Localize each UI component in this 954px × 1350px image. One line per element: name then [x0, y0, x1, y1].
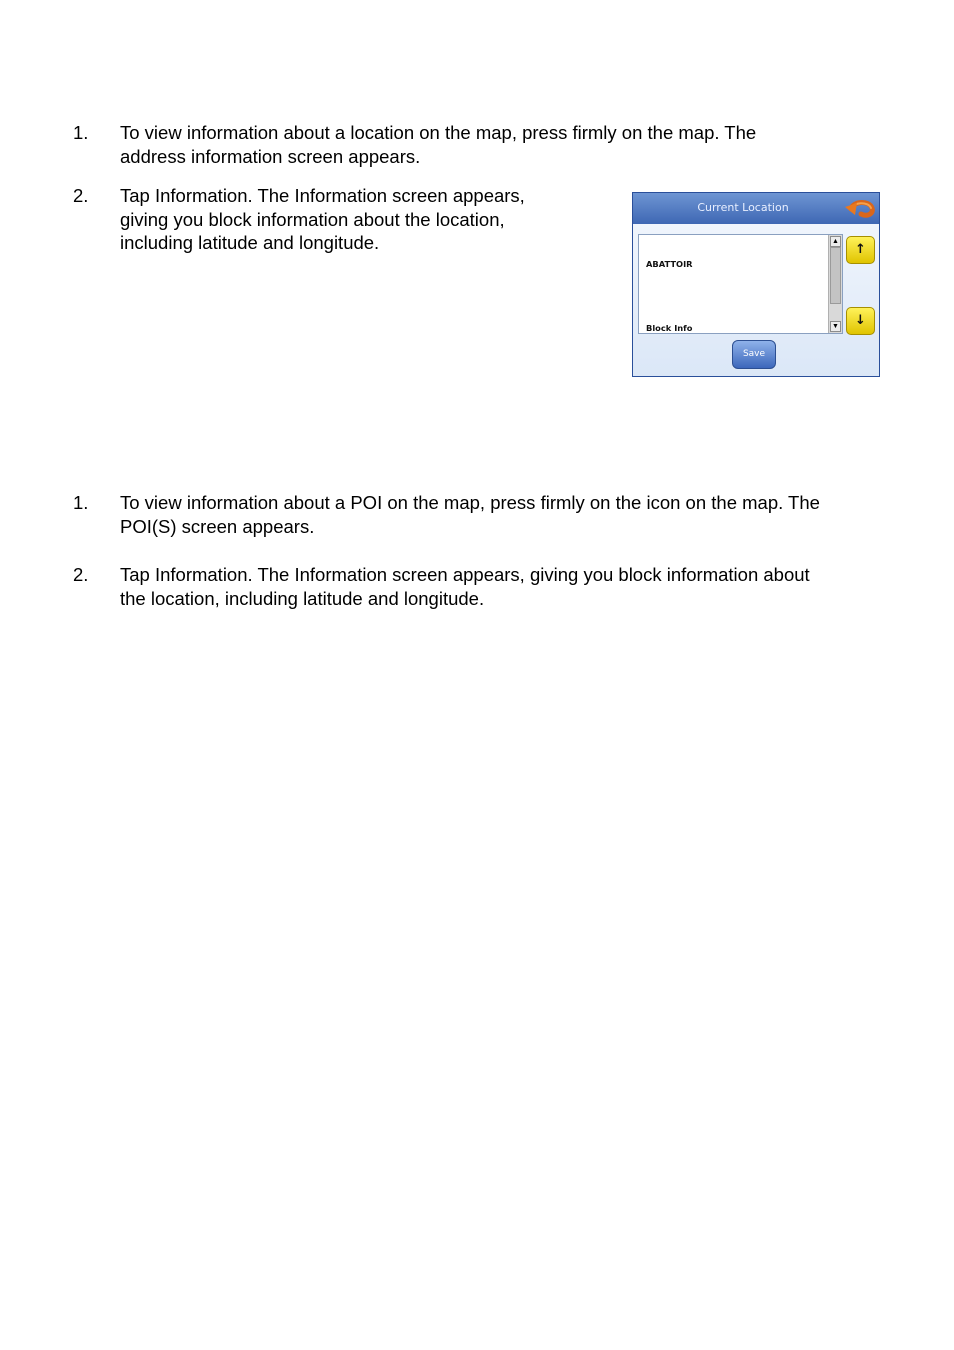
step-line: giving you block information about the location,	[120, 208, 505, 230]
back-button[interactable]	[843, 197, 877, 221]
step-number: 1.	[73, 492, 89, 513]
scroll-up-arrow-icon[interactable]: ▲	[830, 236, 841, 247]
title-bar	[633, 193, 879, 224]
step-line: Tap Information. The Information screen appears, giving you block information about	[120, 564, 810, 585]
down-arrow-icon: ↓	[855, 313, 866, 328]
page-down-button[interactable]	[846, 307, 875, 335]
step-text	[120, 121, 756, 168]
step-line: Tap Information. The Information screen appears,	[120, 185, 525, 206]
up-arrow-icon: ↑	[855, 242, 866, 257]
u-turn-arrow-icon	[843, 197, 877, 221]
step-text	[120, 563, 810, 610]
info-text	[646, 237, 826, 334]
info-line: Block Info	[646, 323, 693, 334]
page-up-button[interactable]	[846, 236, 875, 264]
step-line: address information screen appears.	[120, 145, 421, 167]
step-line: POI(S) screen appears.	[120, 515, 315, 537]
info-line	[646, 291, 826, 302]
step-line: To view information about a location on the map, press firmly on the map. The	[120, 122, 757, 143]
step-line: including latitude and longitude.	[120, 232, 380, 253]
info-line: ABATTOIR	[646, 258, 693, 269]
step-text	[120, 184, 525, 255]
scroll-down-arrow-icon[interactable]: ▼	[830, 321, 841, 332]
step-number: 2.	[73, 185, 89, 206]
save-button[interactable]: Save	[732, 340, 776, 369]
screen-title: Current Location	[697, 201, 789, 214]
current-location-screenshot	[632, 192, 880, 377]
step-line: To view information about a POI on the map, press firmly on the icon on the map. The	[120, 492, 820, 513]
step-number: 2.	[73, 564, 89, 585]
scrollbar[interactable]	[828, 235, 842, 333]
info-list-box[interactable]	[638, 234, 843, 334]
step-line: the location, including latitude and longitude.	[120, 587, 485, 609]
step-text	[120, 491, 820, 538]
step-number: 1.	[73, 122, 89, 143]
scrollbar-thumb[interactable]	[830, 247, 841, 304]
